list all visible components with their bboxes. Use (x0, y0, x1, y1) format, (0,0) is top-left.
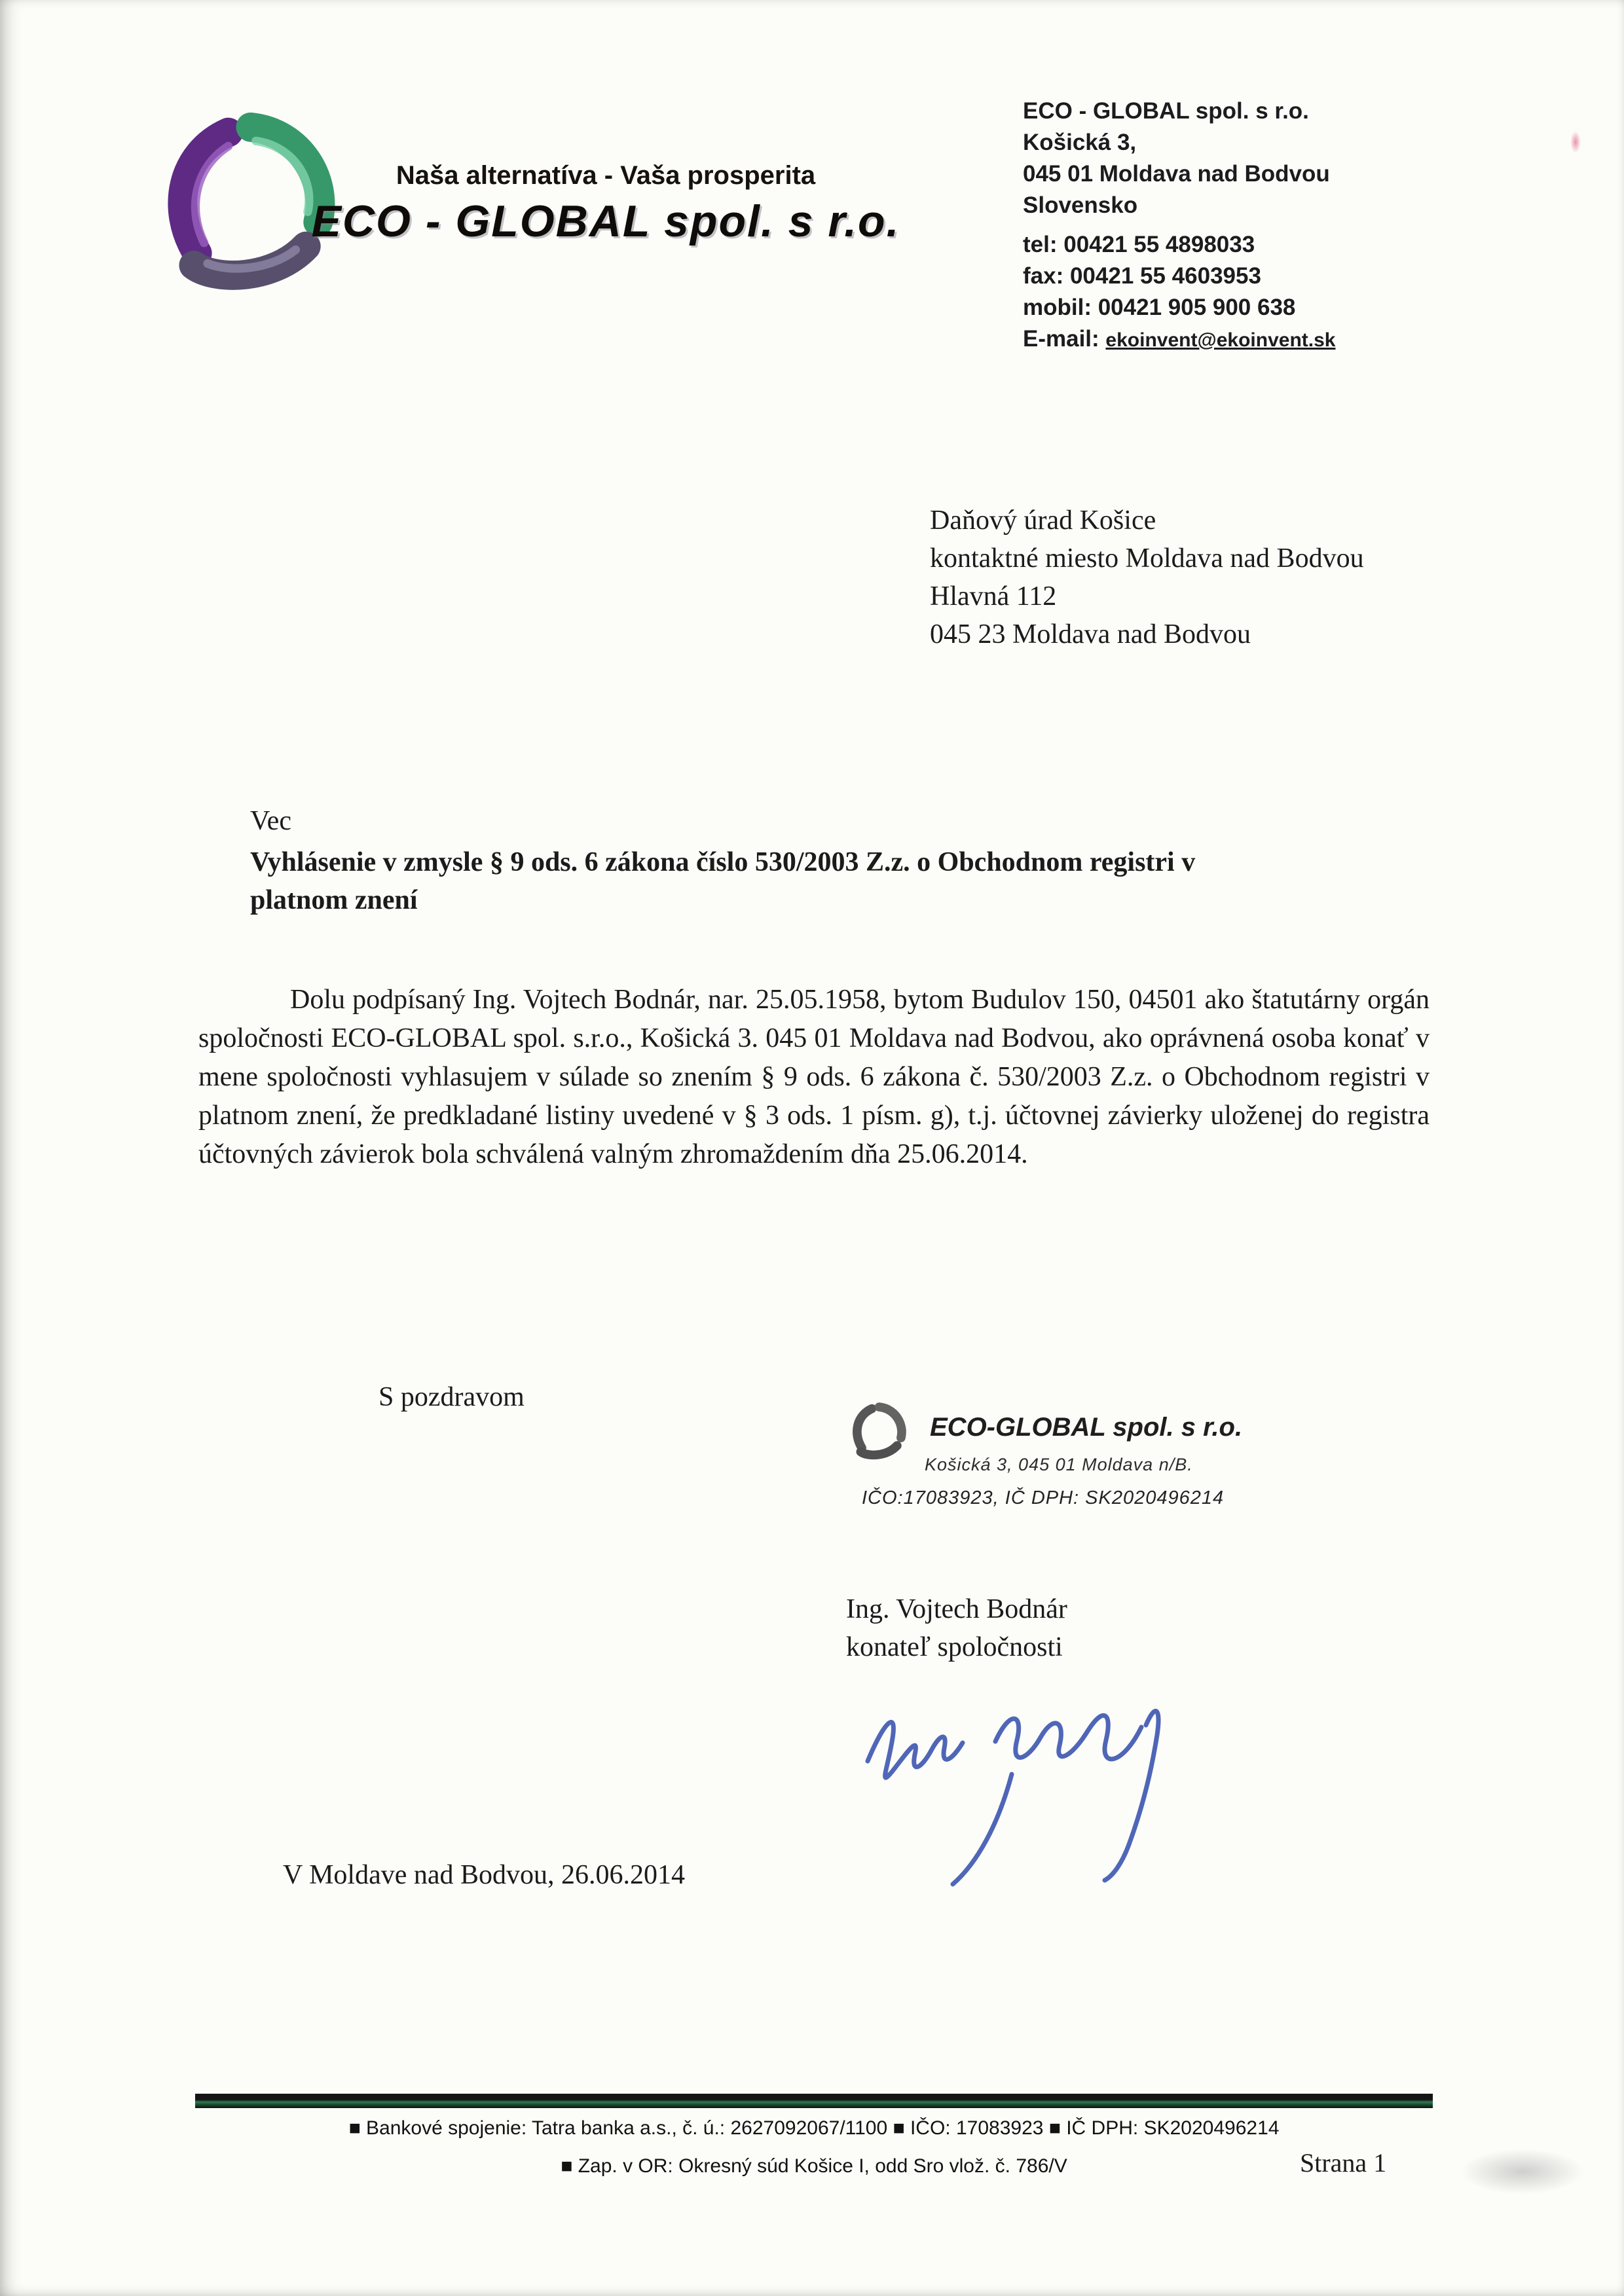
page-number: Strana 1 (1300, 2148, 1387, 2178)
subject-label: Vec (250, 806, 291, 836)
footer-divider-bar (195, 2094, 1433, 2108)
sender-company: ECO - GLOBAL spol. s r.o. (1023, 98, 1309, 124)
sender-country: Slovensko (1023, 192, 1138, 218)
sender-tel: tel: 00421 55 4898033 (1023, 232, 1255, 257)
recipient-line-1: Daňový úrad Košice (930, 505, 1156, 536)
place-date-line: V Moldave nad Bodvou, 26.06.2014 (283, 1860, 686, 1890)
brand-company-name: ECO - GLOBAL spol. s r.o. (311, 196, 900, 246)
signatory-name: Ing. Vojtech Bodnár (846, 1594, 1067, 1624)
salutation: S pozdravom (378, 1382, 525, 1412)
recipient-line-2: kontaktné miesto Moldava nad Bodvou (930, 543, 1364, 574)
footer-bank-registration-line: ■ Bankové spojenie: Tatra banka a.s., č. ú.: 2627092067/1100 ■ IČO: 17083923 ■ IČ DPH: SK2020496214 (348, 2117, 1280, 2139)
stamp-registration-ids: IČO:17083923, IČ DPH: SK2020496214 (862, 1487, 1225, 1508)
sender-street: Košická 3, (1023, 130, 1137, 155)
stamp-address: Košická 3, 045 01 Moldava n/B. (925, 1455, 1193, 1474)
brand-tagline: Naša alternatíva - Vaša prosperita (396, 161, 816, 190)
email-label: E-mail: (1023, 326, 1106, 352)
subject-text: Vyhlásenie v zmysle § 9 ods. 6 zákona číslo 530/2003 Z.z. o Obchodnom registri v platnom znení (250, 847, 1196, 915)
scan-artifact (1460, 2149, 1585, 2195)
sender-contact-block (1023, 96, 1335, 356)
sender-email-row (1023, 323, 1335, 356)
sender-mobil: mobil: 00421 905 900 638 (1023, 295, 1296, 320)
letter-body-paragraph: Dolu podpísaný Ing. Vojtech Bodnár, nar. 25.05.1958, bytom Budulov 150, 04501 ako štatutárny orgán spoločnosti ECO-GLOBAL spol. s.r.o., Košická 3. 045 01 Moldava nad Bodvou, ako oprávnená osoba konať v mene spoločnosti vyhlasujem v súlade so znením § 9 ods. 6 zákona č. 530/2003 Z.z. o Obchodnom registri v platnom znení, že predkladané listiny uvedené v § 3 ods. 1 písm. g), t.j. účtovnej závierky uloženej do registra účtovných závierok bola schválená valným zhromaždením dňa 25.06.2014. (198, 985, 1430, 1169)
recipient-address-block (930, 501, 1364, 653)
stamp-logo-icon (843, 1400, 912, 1461)
recipient-line-3: Hlavná 112 (930, 581, 1057, 611)
scan-artifact (1570, 131, 1581, 153)
recipient-line-4: 045 23 Moldava nad Bodvou (930, 619, 1251, 649)
brand-block (282, 161, 930, 247)
stamp-company-name: ECO-GLOBAL spol. s r.o. (930, 1413, 1243, 1442)
email-link[interactable]: ekoinvent@ekoinvent.sk (1105, 329, 1336, 351)
signature-handwriting (848, 1663, 1267, 1899)
footer-court-registration-line: ■ Zap. v OR: Okresný súd Košice I, odd Sro vlož. č. 786/V (561, 2155, 1067, 2177)
sender-fax: fax: 00421 55 4603953 (1023, 263, 1261, 289)
signatory-title: konateľ spoločnosti (846, 1632, 1063, 1662)
sender-city: 045 01 Moldava nad Bodvou (1023, 161, 1330, 187)
